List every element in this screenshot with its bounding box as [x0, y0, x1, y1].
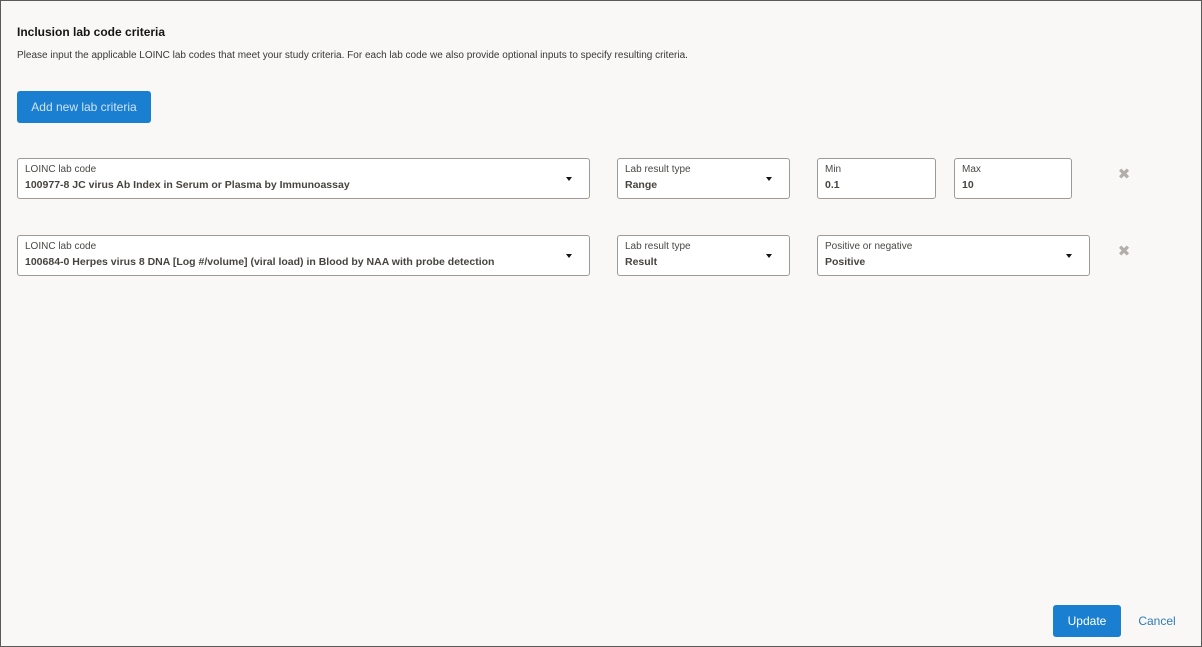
- loinc-code-label: LOINC lab code: [25, 241, 97, 252]
- min-input[interactable]: [817, 158, 936, 199]
- update-button[interactable]: Update: [1053, 605, 1121, 637]
- max-input[interactable]: [954, 158, 1072, 199]
- loinc-code-label: LOINC lab code: [25, 164, 97, 175]
- max-value: 10: [962, 179, 974, 191]
- min-label: Min: [825, 164, 842, 175]
- section-title: Inclusion lab code criteria: [17, 25, 166, 39]
- chevron-down-icon: [766, 254, 772, 258]
- cancel-link[interactable]: Cancel: [1138, 614, 1176, 628]
- lab-result-type-value: Range: [625, 179, 658, 191]
- section-description: Please input the applicable LOINC lab codes that meet your study criteria. For each lab code we also provide optional inputs to specify resulting criteria.: [17, 50, 688, 61]
- max-label: Max: [962, 164, 981, 175]
- lab-result-type-select[interactable]: [617, 235, 790, 276]
- loinc-code-value: 100977-8 JC virus Ab Index in Serum or Plasma by Immunoassay: [25, 179, 350, 191]
- loinc-code-select[interactable]: [17, 158, 590, 199]
- positive-negative-select[interactable]: [817, 235, 1090, 276]
- chevron-down-icon: [766, 177, 772, 181]
- lab-result-type-value: Result: [625, 256, 658, 268]
- chevron-down-icon: [1066, 254, 1072, 258]
- positive-negative-value: Positive: [825, 256, 866, 268]
- loinc-code-select[interactable]: [17, 235, 590, 276]
- lab-result-type-label: Lab result type: [625, 164, 691, 175]
- remove-criteria-icon[interactable]: ✖: [1117, 243, 1131, 260]
- lab-result-type-select[interactable]: [617, 158, 790, 199]
- lab-result-type-label: Lab result type: [625, 241, 691, 252]
- add-lab-criteria-button[interactable]: Add new lab criteria: [17, 91, 151, 123]
- remove-criteria-icon[interactable]: ✖: [1117, 166, 1131, 183]
- loinc-code-value: 100684-0 Herpes virus 8 DNA [Log #/volume] (viral load) in Blood by NAA with probe detection: [25, 256, 495, 268]
- positive-negative-label: Positive or negative: [825, 241, 913, 252]
- min-value: 0.1: [825, 179, 840, 191]
- chevron-down-icon: [566, 254, 572, 258]
- chevron-down-icon: [566, 177, 572, 181]
